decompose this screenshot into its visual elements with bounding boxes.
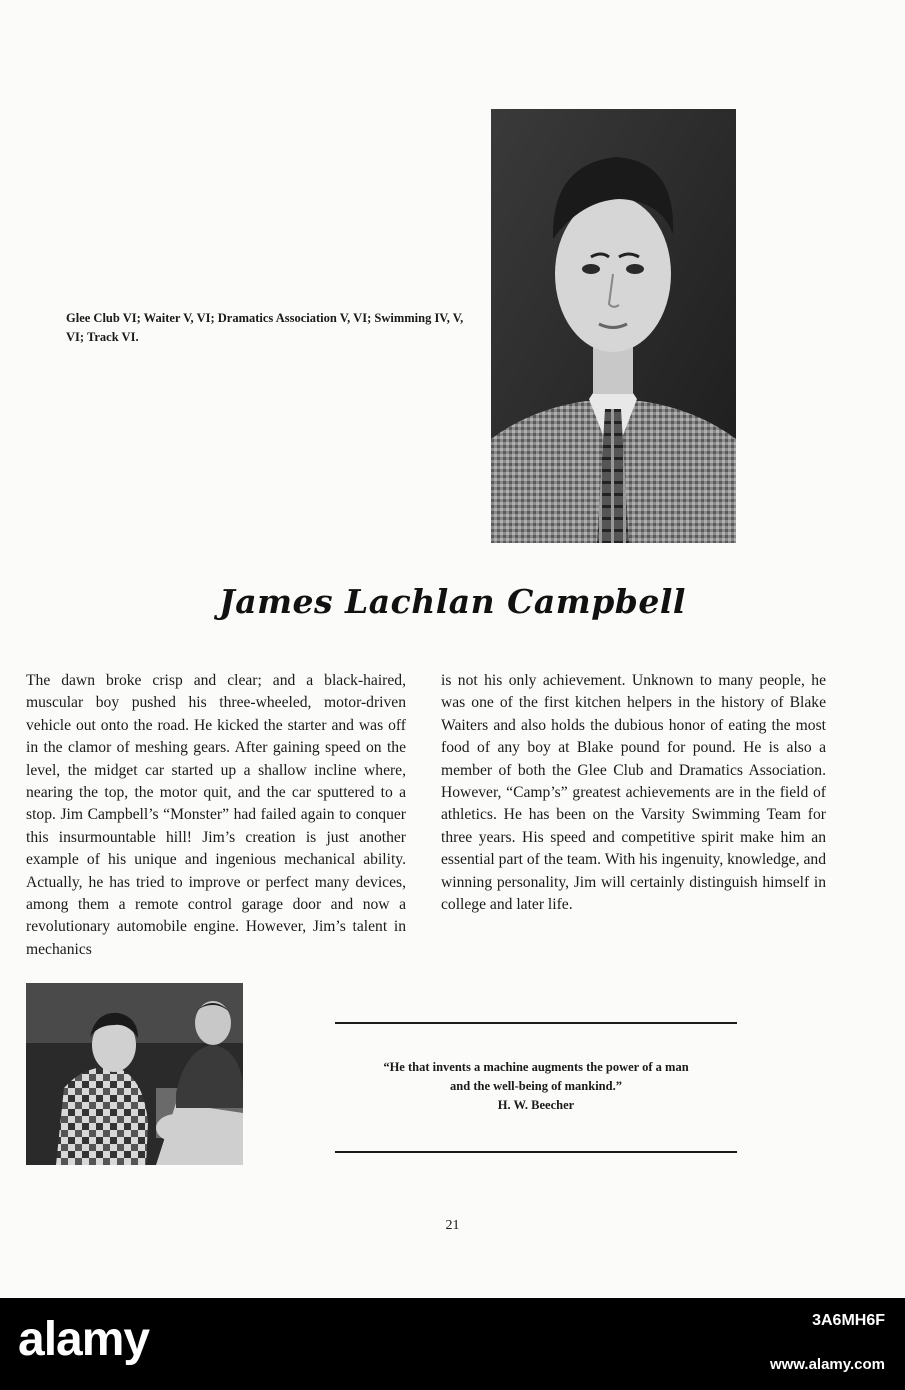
quote-top-rule [335, 1022, 737, 1024]
biography-left-text: The dawn broke crisp and clear; and a black-haired, muscular boy pushed his three-wheeled, motor-driven vehicle out onto the road. He kicked the starter and was off in the clamor of meshing gears. After gaining speed on the level, the midget car started up a shallow incline where, nearing the top, the motor quit, and the car sputtered to a stop. Jim Campbell’s “Monster” had failed again to conquer this insurmountable hill! Jim’s creation is just another example of his unique and ingenious mechanical ability. Actually, he has tried to improve or perfect many devices, among them a remote control garage door and now a revolutionary automobile engine. However, Jim’s talent in mechanics [26, 672, 406, 958]
quote-text [335, 1058, 737, 1096]
quote-line-2: and the well-being of mankind.” [450, 1079, 622, 1093]
quote-line-1: “He that invents a machine augments the power of a man [383, 1060, 689, 1074]
portrait-photo [491, 109, 736, 543]
watermark-logo: alamy [18, 1313, 150, 1366]
watermark-image-id: 3A6MH6F [812, 1312, 885, 1329]
watermark-url: www.alamy.com [769, 1356, 885, 1373]
biography-right-column [441, 670, 826, 916]
watermark-strip [0, 1298, 905, 1390]
portrait-illustration [491, 109, 736, 543]
student-name: James Lachlan Campbell [219, 582, 686, 621]
page-number: 21 [445, 1218, 460, 1233]
biography-right-text: is not his only achievement. Unknown to many people, he was one of the first kitchen helpers in the history of Blake Waiters and also holds the dubious honor of eating the most food of any boy at Blake pound for pound. He is also a member of both the Glee Club and Dramatics Association. However, “Camp’s” greatest achievements are in the field of athletics. He has been on the Varsity Swimming Team for three years. His speed and competitive spirit make him an essential part of the team. With his ingenuity, knowledge, and winning personality, Jim will certainly distinguish himself in college and later life. [441, 672, 826, 914]
quote-bottom-rule [335, 1151, 737, 1153]
biography-left-column [26, 670, 406, 961]
candid-illustration [26, 983, 243, 1165]
candid-photo [26, 983, 243, 1165]
quote-author: H. W. Beecher [497, 1098, 575, 1112]
activities-list: Glee Club VI; Waiter V, VI; Dramatics Association V, VI; Swimming IV, V, VI; Track VI. [66, 311, 464, 344]
